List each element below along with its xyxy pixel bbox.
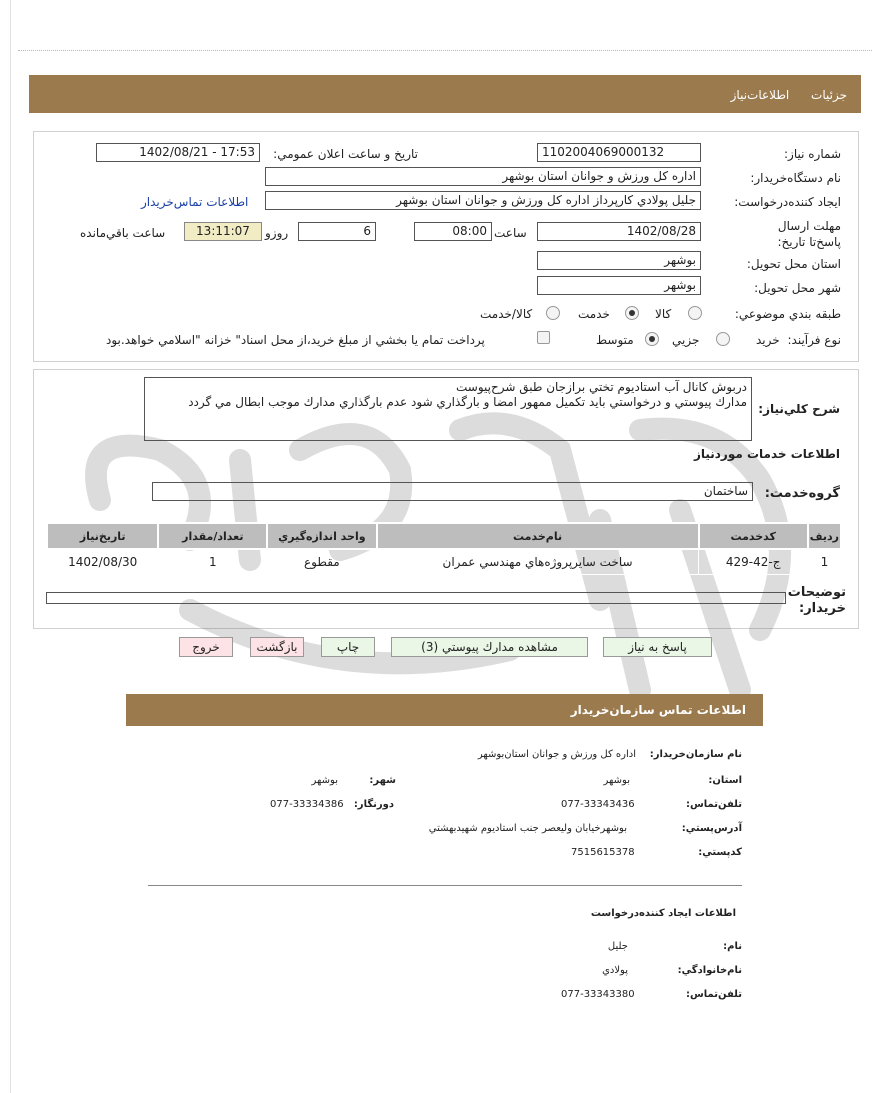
need-number-label: شماره نياز: xyxy=(784,147,841,161)
creator-family-value: پولادي xyxy=(602,965,628,976)
contact-fax-label: دورنگار: xyxy=(353,799,394,810)
contact-address-value: بوشهرخيابان وليعصر جنب استاديوم شهيدبهشتي xyxy=(428,823,627,834)
print-button[interactable]: چاپ xyxy=(321,637,375,657)
announce-label: تاريخ و ساعت اعلان عمومي: xyxy=(273,147,418,161)
category-label: طبقه بندي موضوعي: xyxy=(734,307,841,321)
contact-city-label: شهر: xyxy=(369,775,396,786)
need-form-panel xyxy=(33,131,859,362)
creator-phone-label: تلفن‌تماس: xyxy=(685,989,742,1000)
table-row xyxy=(47,549,841,575)
service-group-field[interactable]: ساختمان xyxy=(152,482,753,501)
creator-phone-value: 077-33343380 xyxy=(561,989,635,1000)
category-service-label: خدمت xyxy=(578,307,610,321)
category-service-radio[interactable] xyxy=(625,306,639,320)
deadline-time-label: ساعت xyxy=(494,226,527,240)
col-header-unit: واحد اندازه‌گيري xyxy=(267,523,376,549)
process-buy-label: خريد xyxy=(756,333,780,347)
contact-province-label: استان: xyxy=(708,775,742,786)
back-button[interactable]: بازگشت xyxy=(250,637,304,657)
cell-service-code: ج-42-429 xyxy=(699,549,808,575)
days-label: روزو xyxy=(265,226,289,240)
process-label: نوع فرآيند: xyxy=(787,333,841,347)
contact-phone-value: 077-33343436 xyxy=(561,799,635,810)
province-label: استان محل تحويل: xyxy=(746,257,841,271)
days-remaining-field: 6 xyxy=(298,222,376,241)
contact-phone-label: تلفن‌تماس: xyxy=(685,799,742,810)
remaining-label: ساعت باقي‌مانده xyxy=(80,226,166,240)
col-header-row-num: رديف xyxy=(808,523,841,549)
process-medium-label: متوسط xyxy=(596,333,634,347)
buyer-contact-link[interactable]: اطلاعات تماس‌خريدار xyxy=(141,195,249,209)
category-both-label: كالا/خدمت xyxy=(480,307,533,321)
cell-service-name: ساخت سايرپروژه‌هاي مهندسي عمران xyxy=(377,549,699,575)
remaining-time-display: 13:11:07 xyxy=(184,222,262,241)
creator-field[interactable]: جليل پولادي كارپرداز اداره كل ورزش و جوانان استان بوشهر xyxy=(265,191,701,210)
creator-name-value: جليل xyxy=(607,941,628,952)
service-group-label: گروه‌خدمت: xyxy=(764,486,840,501)
process-medium-radio[interactable] xyxy=(645,332,659,346)
contact-fax-value: 077-33334386 xyxy=(270,799,344,810)
table-header-row xyxy=(47,523,841,549)
contact-province-value: بوشهر xyxy=(603,775,630,786)
deadline-label: مهلت ارسال پاسخ‌تا تاريخ: xyxy=(777,219,841,249)
reply-to-need-button[interactable]: پاسخ به نياز xyxy=(603,637,712,657)
tab-need-info[interactable]: اطلاعات‌نياز xyxy=(730,88,790,102)
contact-postal-label: كدپستي: xyxy=(698,847,742,858)
province-field[interactable]: بوشهر xyxy=(537,251,701,270)
deadline-date-field[interactable]: 1402/08/28 xyxy=(537,222,701,241)
process-minor-radio[interactable] xyxy=(716,332,730,346)
treasury-payment-checkbox[interactable] xyxy=(537,331,550,344)
need-description-box: دربوش كانال آب استاديوم تختي برازجان طبق شرح‌پيوست مدارك پيوستي و درخواستي بايد تكميل ممهور امضا و بارگذاري شود عدم بارگذاري مدارك موجب ابطال مي گردد xyxy=(144,377,752,441)
city-field[interactable]: بوشهر xyxy=(537,276,701,295)
org-name-value: اداره كل ورزش و جوانان استان‌بوشهر xyxy=(477,749,636,760)
col-header-need-date: تاريخ‌نياز xyxy=(47,523,158,549)
contact-section-title: اطلاعات تماس سازمان‌خريدار xyxy=(570,703,746,717)
description-label: شرح كلي‌نياز: xyxy=(758,402,840,416)
creator-family-label: نام‌خانوادگي: xyxy=(677,965,742,976)
col-header-service-code: كدخدمت xyxy=(699,523,808,549)
creator-section-title: اطلاعات ايجاد كننده‌درخواست xyxy=(590,908,736,919)
page-header-bar xyxy=(29,75,861,113)
category-both-radio[interactable] xyxy=(546,306,560,320)
exit-button[interactable]: خروج xyxy=(179,637,233,657)
services-table xyxy=(46,522,842,575)
contact-postal-value: 7515615378 xyxy=(571,847,635,858)
col-header-service-name: نام‌خدمت xyxy=(377,523,699,549)
city-label: شهر محل تحويل: xyxy=(754,281,841,295)
left-border-line xyxy=(10,0,11,1093)
buyer-org-field[interactable]: اداره كل ورزش و جوانان استان بوشهر xyxy=(265,167,701,186)
col-header-quantity: تعداد/مقدار xyxy=(158,523,267,549)
cell-row-num: 1 xyxy=(808,549,841,575)
process-minor-label: جزيي xyxy=(672,333,700,347)
deadline-time-field[interactable]: 08:00 xyxy=(414,222,492,241)
treasury-payment-note: پرداخت تمام يا بخشي از مبلغ خريد،از محل اسناد" خزانه "اسلامي خواهد.بود xyxy=(106,333,485,347)
contact-divider xyxy=(148,885,742,886)
creator-label: ايجاد كننده‌درخواست: xyxy=(734,195,841,209)
category-goods-radio[interactable] xyxy=(688,306,702,320)
cell-quantity: 1 xyxy=(158,549,267,575)
category-goods-label: كالا xyxy=(655,307,672,321)
buyer-notes-box xyxy=(46,592,786,604)
cell-need-date: 1402/08/30 xyxy=(47,549,158,575)
buyer-org-label: نام دستگاه‌خريدار: xyxy=(750,171,841,185)
contact-address-label: آدرس‌پستي: xyxy=(681,823,742,834)
services-section-title: اطلاعات خدمات موردنياز xyxy=(693,447,840,461)
need-number-field[interactable]: 1102004069000132 xyxy=(537,143,701,162)
view-attachments-button[interactable]: مشاهده مدارك پيوستي (3) xyxy=(391,637,588,657)
tab-details[interactable]: جزئيات xyxy=(811,88,847,102)
announce-datetime-field[interactable]: 1402/08/21 - 17:53 xyxy=(96,143,260,162)
contact-city-value: بوشهر xyxy=(311,775,338,786)
cell-unit: مقطوع xyxy=(267,549,376,575)
creator-name-label: نام: xyxy=(723,941,742,952)
buyer-notes-label: توضيحات خريدار: xyxy=(787,585,846,616)
org-name-label: نام سازمان‌خريدار: xyxy=(649,749,742,760)
top-divider xyxy=(18,50,872,51)
